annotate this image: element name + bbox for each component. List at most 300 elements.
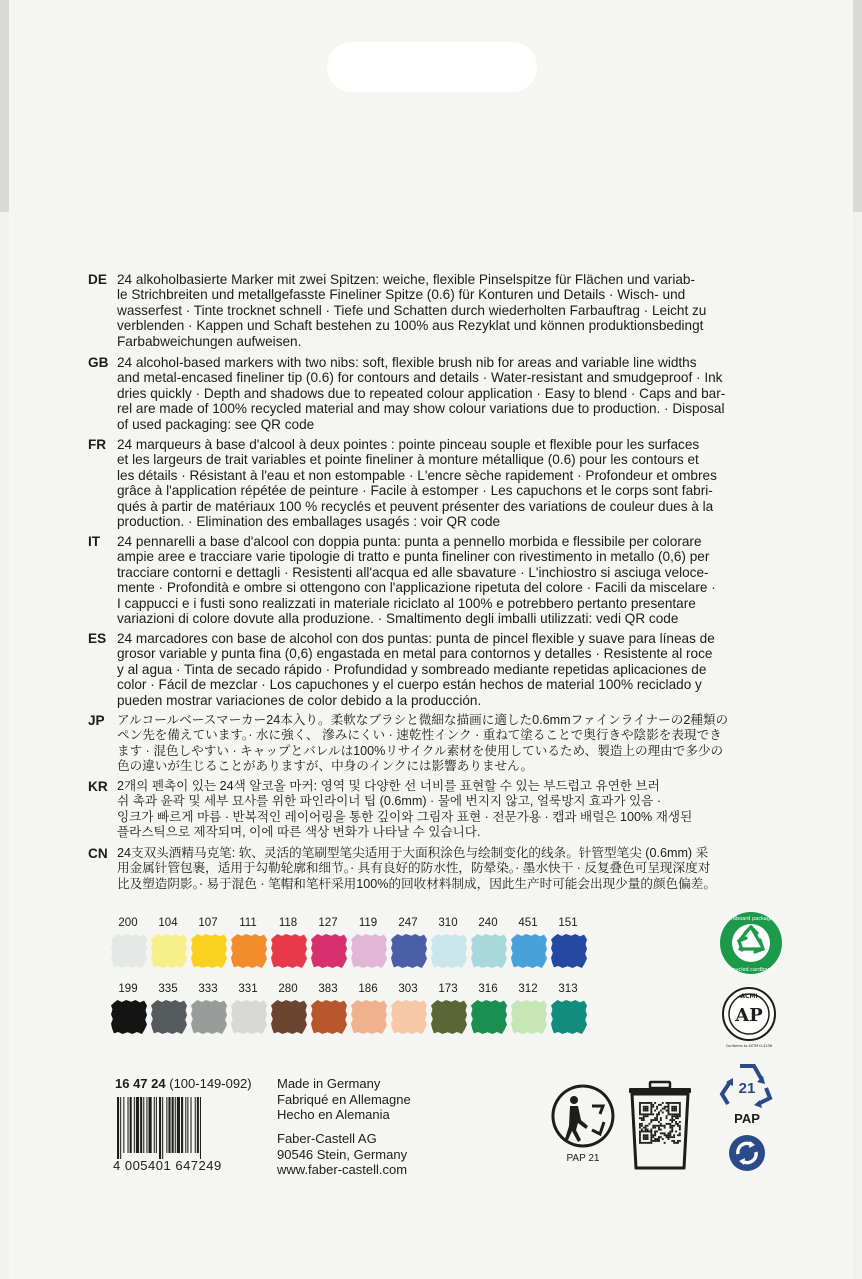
barcode-bar [197, 1097, 199, 1153]
address-block [277, 1131, 407, 1178]
lang-block-fr [88, 437, 768, 529]
qr-cell [673, 1134, 675, 1136]
acmi-text: ACMI [740, 993, 758, 1000]
company-website: www.faber-castell.com [277, 1162, 408, 1177]
barcode-bar [136, 1097, 139, 1153]
qr-cell [675, 1106, 677, 1108]
swatch-color [151, 1000, 187, 1034]
qr-cell [656, 1117, 658, 1119]
color-swatch [348, 983, 388, 1043]
qr-cell [677, 1113, 679, 1115]
lang-code: CN [88, 846, 108, 861]
lang-text: 24 marqueurs à base d'alcool à deux pointes : pointe pinceau souple et flexible pour les surfaces et les largeurs de trait variables et pointe fineliner à monture métallique (0.6) pour les contours et les détails · Résistant à l'eau et non estompable · L'encre sèche rapidement · Profondeur et ombres grâce à l'application répétée de peinture · Facile à estomper · Les capuchons et le corps sont fabri- qués à partir de matériaux 100 % recyclés et peuvent présenter des variations de couleur dues à la production. · Elimination des emballages usagés : voir QR code [117, 437, 717, 530]
qr-cell [668, 1108, 670, 1110]
qr-cell [677, 1134, 679, 1136]
qr-cell [639, 1106, 641, 1108]
qr-cell [658, 1104, 660, 1106]
swatch-color [111, 934, 147, 968]
qr-cell [645, 1102, 647, 1104]
qr-cell [647, 1113, 649, 1115]
barcode-bar [168, 1097, 170, 1153]
qr-cell [639, 1132, 641, 1134]
qr-cell [669, 1134, 671, 1136]
qr-cell [647, 1142, 649, 1144]
lang-text: 2개의 펜촉이 있는 24색 알코올 마커: 영역 및 다양한 선 너비를 표현할 수 있는 부드럽고 유연한 브러 쉬 촉과 윤곽 및 세부 묘사를 위한 파인라이너 팁 (0.6mm) · 물에 번지지 않고, 얼룩방지 효과가 있음 · 잉크가 빠르게 마름 · 반복적인 레이어링을 통한 깊이와 그림자 표현 · 전문가용 · 캡과 배럴은 100% 재생된 플라스틱으로 제작되며, 이에 따른 색상 변화가 나타날 수 있습니다. [117, 779, 693, 840]
qr-cell [645, 1113, 647, 1115]
qr-cell [645, 1142, 647, 1144]
qr-cell [669, 1136, 671, 1138]
swatch-number: 303 [398, 983, 418, 995]
qr-cell [664, 1132, 666, 1134]
qr-cell [671, 1108, 673, 1110]
qr-cell [671, 1131, 673, 1133]
acmi-ap-seal-icon [718, 985, 780, 1049]
qr-cell [658, 1129, 660, 1131]
qr-cell [675, 1117, 677, 1119]
qr-cell [639, 1113, 641, 1115]
swatch-color [551, 934, 587, 968]
qr-cell [660, 1132, 662, 1134]
qr-cell [656, 1108, 658, 1110]
qr-cell [658, 1140, 660, 1142]
qr-cell [668, 1136, 670, 1138]
qr-cell [647, 1106, 649, 1108]
qr-cell [658, 1113, 660, 1115]
qr-cell [677, 1115, 679, 1117]
qr-cell [656, 1115, 658, 1117]
qr-cell [650, 1104, 652, 1106]
swatch-number: 127 [318, 917, 338, 929]
swatch-number: 335 [158, 983, 178, 995]
swatch-color [511, 934, 547, 968]
qr-cell [658, 1125, 660, 1127]
color-swatch [468, 917, 508, 977]
made-in-line: Fabriqué en Allemagne [277, 1091, 411, 1107]
qr-cell [679, 1121, 681, 1123]
swatch-number: 247 [398, 917, 418, 929]
qr-cell [671, 1125, 673, 1127]
qr-cell [673, 1119, 675, 1121]
qr-cell [645, 1129, 647, 1131]
made-in-block [277, 1076, 411, 1123]
qr-cell [668, 1123, 670, 1125]
swatch-color [471, 1000, 507, 1034]
qr-cell [647, 1125, 649, 1127]
qr-cell [647, 1110, 649, 1112]
swatch-color [151, 934, 187, 968]
qr-cell [671, 1115, 673, 1117]
lang-code: ES [88, 631, 107, 646]
qr-cell [675, 1113, 677, 1115]
qr-cell [669, 1119, 671, 1121]
qr-cell [666, 1123, 668, 1125]
qr-cell [671, 1140, 673, 1142]
qr-cell [641, 1119, 643, 1121]
qr-cell [650, 1102, 652, 1104]
swatch-number: 118 [278, 917, 298, 929]
qr-cell [656, 1138, 658, 1140]
qr-cell [645, 1125, 647, 1127]
qr-cell [668, 1134, 670, 1136]
lang-code: KR [88, 779, 108, 794]
qr-cell [675, 1131, 677, 1133]
lang-text: 24 pennarelli a base d'alcool con doppia punta: punta a pennello morbida e flessibile per colorare ampie aree e tracciare varie tipologie di tratto e punta fineliner con rivestimento in metallo (0,6) per tracciare contorni e dettagli · Resistenti all'acqua ed alle sbavature · L'inchiostro si asciuga veloce- mente · Profondità e ombre si ottengono con l'applicazione ripetuta del colore · Facili da miscelare · I cappucci e i fusti sono realizzati in materiale riciclato al 100% e potrebbero pertanto presentare variazioni di colore dovute alla produzione. · Smaltimento degli imballi utilizzati: vedi QR code [117, 534, 716, 627]
made-in-line: Hecho en Alemania [277, 1107, 390, 1122]
qr-cell [647, 1138, 649, 1140]
hang-hole [327, 42, 537, 92]
qr-cell [679, 1125, 681, 1127]
qr-cell [649, 1102, 651, 1104]
qr-cell [662, 1138, 664, 1140]
qr-cell [645, 1131, 647, 1133]
qr-cell [677, 1123, 679, 1125]
swatch-color [271, 1000, 307, 1034]
qr-cell [645, 1136, 647, 1138]
qr-cell [641, 1125, 643, 1127]
lang-block-de [88, 272, 768, 349]
qr-cell [647, 1136, 649, 1138]
qr-cell [668, 1112, 670, 1114]
barcode-bar [159, 1097, 161, 1159]
company-address: 90546 Stein, Germany [277, 1146, 408, 1162]
qr-cell [660, 1110, 662, 1112]
qr-cell [647, 1131, 649, 1133]
qr-cell [660, 1104, 662, 1106]
qr-cell [639, 1123, 641, 1125]
color-swatch [428, 983, 468, 1043]
lang-block-es [88, 631, 768, 708]
qr-cell [675, 1115, 677, 1117]
qr-cell [649, 1113, 651, 1115]
qr-cell [654, 1131, 656, 1133]
color-swatch [268, 917, 308, 977]
qr-cell [668, 1102, 670, 1104]
qr-cell [650, 1106, 652, 1108]
qr-cell [664, 1106, 666, 1108]
qr-cell [673, 1102, 675, 1104]
qr-cell [679, 1102, 681, 1104]
qr-cell [669, 1123, 671, 1125]
qr-cell [643, 1106, 645, 1108]
qr-cell [666, 1117, 668, 1119]
color-swatch [148, 983, 188, 1043]
qr-cell [679, 1140, 681, 1142]
barcode [113, 1097, 263, 1175]
qr-cell [660, 1123, 662, 1125]
swatch-color [391, 1000, 427, 1034]
qr-cell [658, 1112, 660, 1114]
color-swatch [108, 917, 148, 977]
qr-cell [645, 1115, 647, 1117]
swatch-color [431, 1000, 467, 1034]
qr-cell [668, 1106, 670, 1108]
qr-cell [660, 1117, 662, 1119]
qr-cell [668, 1104, 670, 1106]
qr-cell [669, 1113, 671, 1115]
qr-cell [675, 1102, 677, 1104]
barcode-bar [191, 1097, 192, 1153]
barcode-bars-icon [116, 1097, 261, 1159]
swatch-color [111, 1000, 147, 1034]
qr-cell [666, 1106, 668, 1108]
lang-block-jp [88, 713, 768, 775]
color-swatch [388, 917, 428, 977]
lang-text: 24 alcohol-based markers with two nibs: soft, flexible brush nib for areas and variable line widths and metal-encased fineliner tip (0.6) for contours and details · Water-resistant and smudgeproof · Ink dries quickly · Depth and shadows due to repeated colour application · Easy to blend · Caps and bar- rel are made of 100% recycled material and may show colour variations due to production. · Disposal of used packaging: see QR code [117, 355, 726, 432]
qr-cell [662, 1125, 664, 1127]
qr-cell [656, 1119, 658, 1121]
qr-cell [639, 1104, 641, 1106]
barcode-bar [200, 1097, 201, 1159]
swatch-number: 316 [478, 983, 498, 995]
barcode-bar [172, 1097, 174, 1153]
qr-cell [666, 1134, 668, 1136]
qr-cell [650, 1121, 652, 1123]
qr-cell [677, 1117, 679, 1119]
company-name: Faber-Castell AG [277, 1131, 377, 1146]
qr-cell [645, 1110, 647, 1112]
qr-cell [675, 1108, 677, 1110]
qr-cell [656, 1113, 658, 1115]
qr-cell [656, 1131, 658, 1133]
qr-cell [650, 1110, 652, 1112]
qr-cell [650, 1108, 652, 1110]
swatch-color [311, 934, 347, 968]
qr-cell [673, 1125, 675, 1127]
color-swatch [268, 983, 308, 1043]
swatch-row-1 [108, 917, 588, 977]
color-swatch [108, 983, 148, 1043]
qr-cell [664, 1127, 666, 1129]
qr-cell [668, 1110, 670, 1112]
qr-cell [658, 1136, 660, 1138]
qr-cell [669, 1131, 671, 1133]
qr-cell [671, 1113, 673, 1115]
qr-cell [652, 1113, 654, 1115]
color-swatch [468, 983, 508, 1043]
qr-cell [652, 1125, 654, 1127]
qr-cell [650, 1136, 652, 1138]
color-swatch [428, 917, 468, 977]
color-swatch [548, 983, 588, 1043]
qr-cell [679, 1132, 681, 1134]
qr-cell [639, 1140, 641, 1142]
qr-cell [654, 1134, 656, 1136]
qr-cell [673, 1136, 675, 1138]
astm-text: Conforms to ASTM D-4236 [725, 1044, 773, 1048]
barcode-digits: 4 005401 647249 [113, 1158, 222, 1173]
qr-cell [639, 1125, 641, 1127]
lang-code: DE [88, 272, 107, 287]
qr-cell [652, 1140, 654, 1142]
qr-cell [639, 1112, 641, 1114]
swatch-color [351, 1000, 387, 1034]
qr-cell [647, 1108, 649, 1110]
qr-cell [679, 1110, 681, 1112]
qr-cell [666, 1110, 668, 1112]
qr-cell [662, 1132, 664, 1134]
qr-cell [679, 1127, 681, 1129]
swatch-number: 119 [358, 917, 378, 929]
lang-block-it [88, 534, 768, 626]
swatch-number: 240 [478, 917, 498, 929]
barcode-bar [123, 1097, 124, 1153]
qr-cell [656, 1140, 658, 1142]
qr-cell [652, 1136, 654, 1138]
barcode-bar [140, 1097, 142, 1153]
qr-trash-bin-icon [626, 1080, 694, 1172]
color-swatch [548, 917, 588, 977]
qr-cell [679, 1113, 681, 1115]
qr-cell [639, 1142, 641, 1144]
qr-cell [673, 1142, 675, 1144]
qr-cell [654, 1138, 656, 1140]
qr-cell [671, 1119, 673, 1121]
qr-cell [671, 1121, 673, 1123]
color-swatch [188, 983, 228, 1043]
qr-cell [675, 1123, 677, 1125]
color-swatch [388, 983, 428, 1043]
qr-cell [669, 1132, 671, 1134]
qr-cell [664, 1142, 666, 1144]
qr-cell [643, 1119, 645, 1121]
qr-cell [671, 1136, 673, 1138]
article-number-bold: 16 47 24 [115, 1076, 166, 1091]
triman-pap21-icon [548, 1082, 618, 1164]
article-code: (100-149-092) [169, 1076, 252, 1091]
qr-cell [673, 1108, 675, 1110]
swatch-number: 104 [158, 917, 178, 929]
qr-cell [654, 1117, 656, 1119]
color-swatch [188, 917, 228, 977]
pap-recycling-icon [718, 1060, 776, 1130]
swatch-color [431, 934, 467, 968]
lang-code: FR [88, 437, 107, 452]
recycle-loop-icon [728, 1134, 766, 1172]
qr-cell [673, 1113, 675, 1115]
qr-cell [671, 1106, 673, 1108]
qr-cell [654, 1140, 656, 1142]
qr-cell [649, 1123, 651, 1125]
qr-cell [641, 1131, 643, 1133]
lang-text: 24 alkoholbasierte Marker mit zwei Spitzen: weiche, flexible Pinselspitze für Flächen und variab- le Strichbreiten und metallgefasste Fineliner Spitze (0.6) für Konturen und Details · Wisch- und wasserfest · Tinte trocknet schnell · Tiefe und Schatten durch wiederholten Farbauftrag · Leicht zu verblenden · Kappen und Schaft bestehen zu 100% aus Rezyklat und können produktionsbedingt Farbabweichungen aufweisen. [117, 272, 707, 349]
qr-cell [650, 1113, 652, 1115]
swatch-number: 186 [358, 983, 378, 995]
lang-text: 24支双头酒精马克笔: 软、灵活的笔刷型笔尖适用于大面积涂色与绘制变化的线条。针管型笔尖 (0.6mm) 采 用金属针管包裹，适用于勾勒轮廓和细节。· 具有良好的防水性，防晕染。· 墨水快干 · 反复叠色可呈现深度对 比及塑造阴影。· 易于混色 · 笔帽和笔杆采用100%的回收材料制成，因此生产时可能会出现少量的颜色偏差。 [117, 846, 716, 891]
qr-cell [671, 1127, 673, 1129]
made-in-line: Made in Germany [277, 1076, 381, 1091]
barcode-bar [130, 1097, 132, 1153]
qr-cell [664, 1134, 666, 1136]
qr-cell [664, 1125, 666, 1127]
qr-cell [645, 1138, 647, 1140]
qr-cell [652, 1104, 654, 1106]
qr-cell [664, 1108, 666, 1110]
qr-cell [645, 1127, 647, 1129]
qr-cell [650, 1112, 652, 1114]
qr-cell [654, 1119, 656, 1121]
swatch-number: 111 [239, 917, 257, 929]
swatch-color [311, 1000, 347, 1034]
qr-cell [679, 1129, 681, 1131]
qr-cell [641, 1129, 643, 1131]
qr-cell [677, 1125, 679, 1127]
qr-cell [654, 1110, 656, 1112]
qr-cell [669, 1127, 671, 1129]
qr-cell [650, 1134, 652, 1136]
qr-cell [649, 1142, 651, 1144]
qr-cell [652, 1106, 654, 1108]
qr-cell [639, 1136, 641, 1138]
swatch-color [191, 934, 227, 968]
barcode-bar [177, 1097, 180, 1153]
qr-cell [660, 1129, 662, 1131]
qr-cell [650, 1119, 652, 1121]
color-swatch [308, 917, 348, 977]
qr-cell [679, 1112, 681, 1114]
qr-cell [671, 1110, 673, 1112]
swatch-number: 313 [558, 983, 578, 995]
swatch-number: 200 [118, 917, 138, 929]
swatch-color [391, 934, 427, 968]
lang-block-cn [88, 846, 768, 892]
qr-cell [679, 1106, 681, 1108]
qr-cell [652, 1119, 654, 1121]
seal-text-bottom: Recycled cardboard [726, 967, 776, 973]
qr-cell [654, 1125, 656, 1127]
qr-cell [658, 1121, 660, 1123]
qr-cell [675, 1121, 677, 1123]
qr-cell [643, 1108, 645, 1110]
qr-cell [669, 1102, 671, 1104]
swatch-row-2 [108, 983, 588, 1043]
qr-cell [666, 1115, 668, 1117]
qr-cell [647, 1102, 649, 1104]
qr-cell [673, 1115, 675, 1117]
barcode-bar [175, 1097, 176, 1153]
barcode-bar [166, 1097, 167, 1153]
qr-cell [662, 1102, 664, 1104]
qr-cell [671, 1117, 673, 1119]
qr-cell [673, 1106, 675, 1108]
lang-text: 24 marcadores con base de alcohol con dos puntas: punta de pincel flexible y suave para líneas de grosor variable y punta fina (0,6) engastada en metal para contornos y detalles · Resistente al roce y al agua · Tinta de secado rápido · Profundidad y sombreado mediante repetidas aplicaciones de color · Fácil de mezclar · Los capuchones y el cuerpo están hechos de material 100% reciclado y pueden mostrar variaciones de color debido a la producción. [117, 631, 715, 708]
qr-cell [647, 1115, 649, 1117]
color-swatch [228, 983, 268, 1043]
qr-cell [675, 1142, 677, 1144]
pap-number: 21 [738, 1080, 756, 1097]
qr-cell [647, 1134, 649, 1136]
swatch-color [191, 1000, 227, 1034]
qr-cell [671, 1129, 673, 1131]
color-swatch [228, 917, 268, 977]
barcode-bar [156, 1097, 157, 1153]
barcode-bar [117, 1097, 119, 1159]
qr-cell [643, 1110, 645, 1112]
qr-cell [660, 1125, 662, 1127]
lang-block-kr [88, 779, 768, 841]
qr-cell [673, 1110, 675, 1112]
qr-cell [639, 1138, 641, 1140]
barcode-bar [143, 1097, 144, 1153]
qr-cell [641, 1142, 643, 1144]
qr-cell [666, 1102, 668, 1104]
qr-cell [650, 1132, 652, 1134]
qr-cell [643, 1134, 645, 1136]
qr-cell [668, 1113, 670, 1115]
swatch-number: 333 [198, 983, 218, 995]
qr-cell [660, 1136, 662, 1138]
barcode-bar [128, 1097, 129, 1153]
barcode-bar [195, 1097, 196, 1153]
